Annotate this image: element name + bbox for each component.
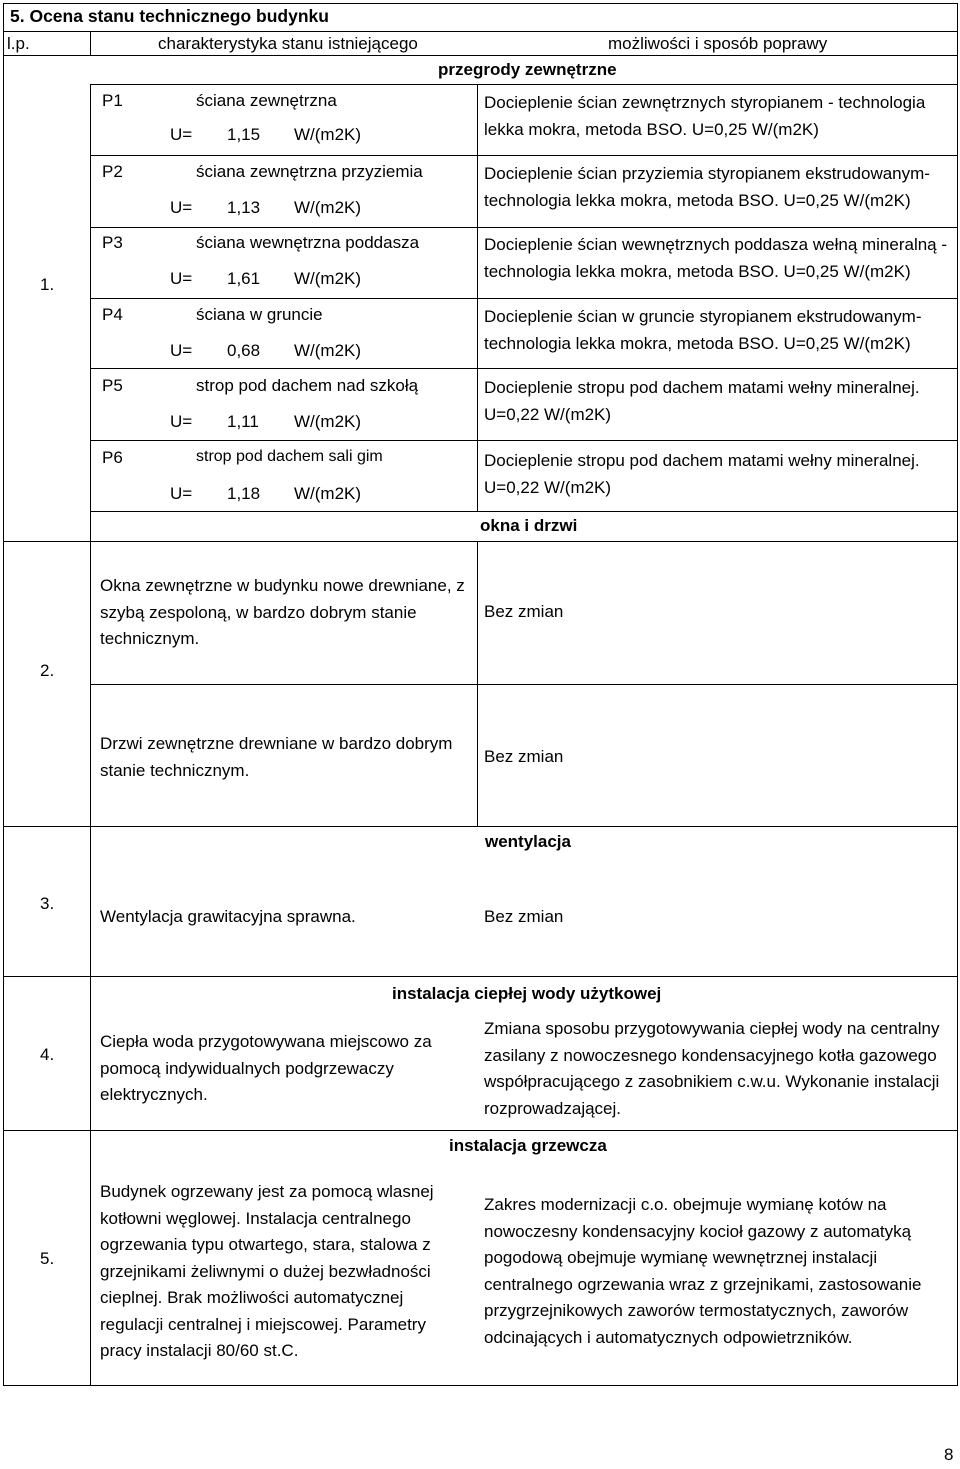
table-line: [90, 684, 958, 685]
partition-code: P1: [102, 91, 123, 110]
partition-improvement: Docieplenie ścian w gruncie styropianem ekstrudowanym- technologia lekka mokra, metoda BSO. U=0,25 W/(m2K): [484, 307, 922, 353]
table-line: [3, 55, 958, 56]
doors-state: Drzwi zewnętrzne drewniane w bardzo dobrym stanie technicznym.: [100, 734, 453, 780]
u-label: U=: [170, 198, 193, 217]
table-line: [3, 826, 958, 827]
table-border-bottom: [3, 1385, 958, 1386]
u-label: U=: [170, 341, 193, 360]
partition-name: ściana zewnętrzna: [196, 91, 337, 110]
row-number: 2.: [40, 661, 55, 680]
table-border-right: [957, 3, 958, 1386]
windows-improvement: Bez zmian: [484, 602, 564, 621]
partition-code: P4: [102, 305, 123, 324]
u-unit: W/(m2K): [294, 269, 362, 288]
page-number: 8: [944, 1445, 954, 1464]
table-line: [90, 84, 958, 85]
partition-improvement: Docieplenie ścian wewnętrznych poddasza wełną mineralną - technologia lekka mokra, metoda BSO. U=0,25 W/(m2K): [484, 235, 948, 281]
table-line: [3, 541, 958, 542]
u-value: 1,15: [227, 125, 261, 144]
table-border-left: [3, 3, 4, 1386]
u-label: U=: [170, 484, 193, 503]
table-line: [3, 976, 958, 977]
heating-improvement: Zakres modernizacji c.o. obejmuje wymianę kotów na nowoczesny kondensacyjny kocioł gazowy z automatyką pogodową obejmuje wymianę wewnętrznej instalacji centralnego ogrzewania wraz z grzejnikami, zastosowanie przygrzejnikowych zaworów termostatycznych, zaworów odcinających i automatycznych odpowietrzników.: [484, 1195, 922, 1347]
partition-code: P2: [102, 162, 123, 181]
partition-code: P5: [102, 376, 123, 395]
row-number: 1.: [40, 275, 55, 294]
header-current-state: charakterystyka stanu istniejącego: [158, 34, 418, 53]
u-value: 1,61: [227, 269, 261, 288]
ventilation-state: Wentylacja grawitacyjna sprawna.: [100, 907, 356, 926]
u-value: 1,11: [227, 412, 259, 431]
u-value: 0,68: [227, 341, 261, 360]
table-line: [90, 368, 958, 369]
row-number: 5.: [40, 1249, 55, 1268]
u-value: 1,18: [227, 484, 261, 503]
section-heading-heating: instalacja grzewcza: [449, 1136, 607, 1155]
heating-state: Budynek ogrzewany jest za pomocą wlasnej kotłowni węglowej. Instalacja centralnego ogrzewania typu otwartego, stara, stalowa z grzejnikami żeliwnymi o dużej bezwładności cieplnej. Brak możliwości automatycznej regulacji centralnej i miejscowej. Parametry pracy instalacji 80/60 st.C.: [100, 1182, 434, 1360]
table-border-top: [3, 3, 958, 4]
partition-name: strop pod dachem sali gim: [196, 448, 383, 465]
u-label: U=: [170, 412, 193, 431]
hot-water-state: Ciepła woda przygotowywana miejscowo za pomocą indywidualnych podgrzewaczy elektrycznych.: [100, 1032, 432, 1104]
table-line: [90, 31, 91, 56]
ventilation-improvement: Bez zmian: [484, 907, 564, 926]
table-line: [90, 155, 958, 156]
u-unit: W/(m2K): [294, 341, 362, 360]
table-line: [3, 1130, 958, 1131]
section-heading-walls: przegrody zewnętrzne: [438, 60, 617, 79]
table-line: [477, 541, 478, 827]
partition-name: ściana w gruncie: [196, 305, 323, 324]
partition-improvement: Docieplenie ścian zewnętrznych styropianem - technologia lekka mokra, metoda BSO. U=0,25 W/(m2K): [484, 93, 926, 139]
table-line: [90, 298, 958, 299]
table-line: [3, 31, 958, 32]
header-improvement: możliwości i sposób poprawy: [608, 34, 828, 53]
section-heading-ventilation: wentylacja: [485, 832, 571, 851]
table-line: [90, 227, 958, 228]
table-line: [477, 84, 478, 512]
partition-code: P6: [102, 448, 123, 467]
u-label: U=: [170, 269, 193, 288]
u-unit: W/(m2K): [294, 125, 362, 144]
u-label: U=: [170, 125, 193, 144]
table-line: [90, 84, 91, 1386]
partition-name: strop pod dachem nad szkołą: [196, 376, 419, 395]
hot-water-improvement: Zmiana sposobu przygotowywania ciepłej wody na centralny zasilany z nowoczesnego kondensacyjnego kotła gazowego współpracującego z zasobnikiem c.w.u. Wykonanie instalacji rozprowadzającej.: [484, 1019, 940, 1118]
partition-name: ściana wewnętrzna poddasza: [196, 233, 420, 252]
u-unit: W/(m2K): [294, 412, 362, 431]
partition-improvement: Docieplenie ścian przyziemia styropianem ekstrudowanym- technologia lekka mokra, metoda BSO. U=0,25 W/(m2K): [484, 164, 930, 210]
windows-state: Okna zewnętrzne w budynku nowe drewniane, z szybą zespoloną, w bardzo dobrym stanie technicznym.: [100, 576, 465, 648]
header-lp: l.p.: [7, 34, 30, 53]
u-unit: W/(m2K): [294, 198, 362, 217]
table-line: [90, 511, 958, 512]
partition-improvement: Docieplenie stropu pod dachem matami wełny mineralnej. U=0,22 W/(m2K): [484, 378, 920, 424]
u-unit: W/(m2K): [294, 484, 362, 503]
row-number: 4.: [40, 1045, 55, 1064]
section-heading-windows: okna i drzwi: [480, 516, 578, 535]
partition-name: ściana zewnętrzna przyziemia: [196, 162, 423, 181]
row-number: 3.: [40, 894, 55, 913]
doors-improvement: Bez zmian: [484, 747, 564, 766]
partition-improvement: Docieplenie stropu pod dachem matami wełny mineralnej. U=0,22 W/(m2K): [484, 451, 920, 497]
table-line: [90, 440, 958, 441]
partition-code: P3: [102, 233, 123, 252]
section-title: 5. Ocena stanu technicznego budynku: [10, 6, 329, 26]
u-value: 1,13: [227, 198, 261, 217]
section-heading-hot-water: instalacja ciepłej wody użytkowej: [392, 984, 662, 1003]
